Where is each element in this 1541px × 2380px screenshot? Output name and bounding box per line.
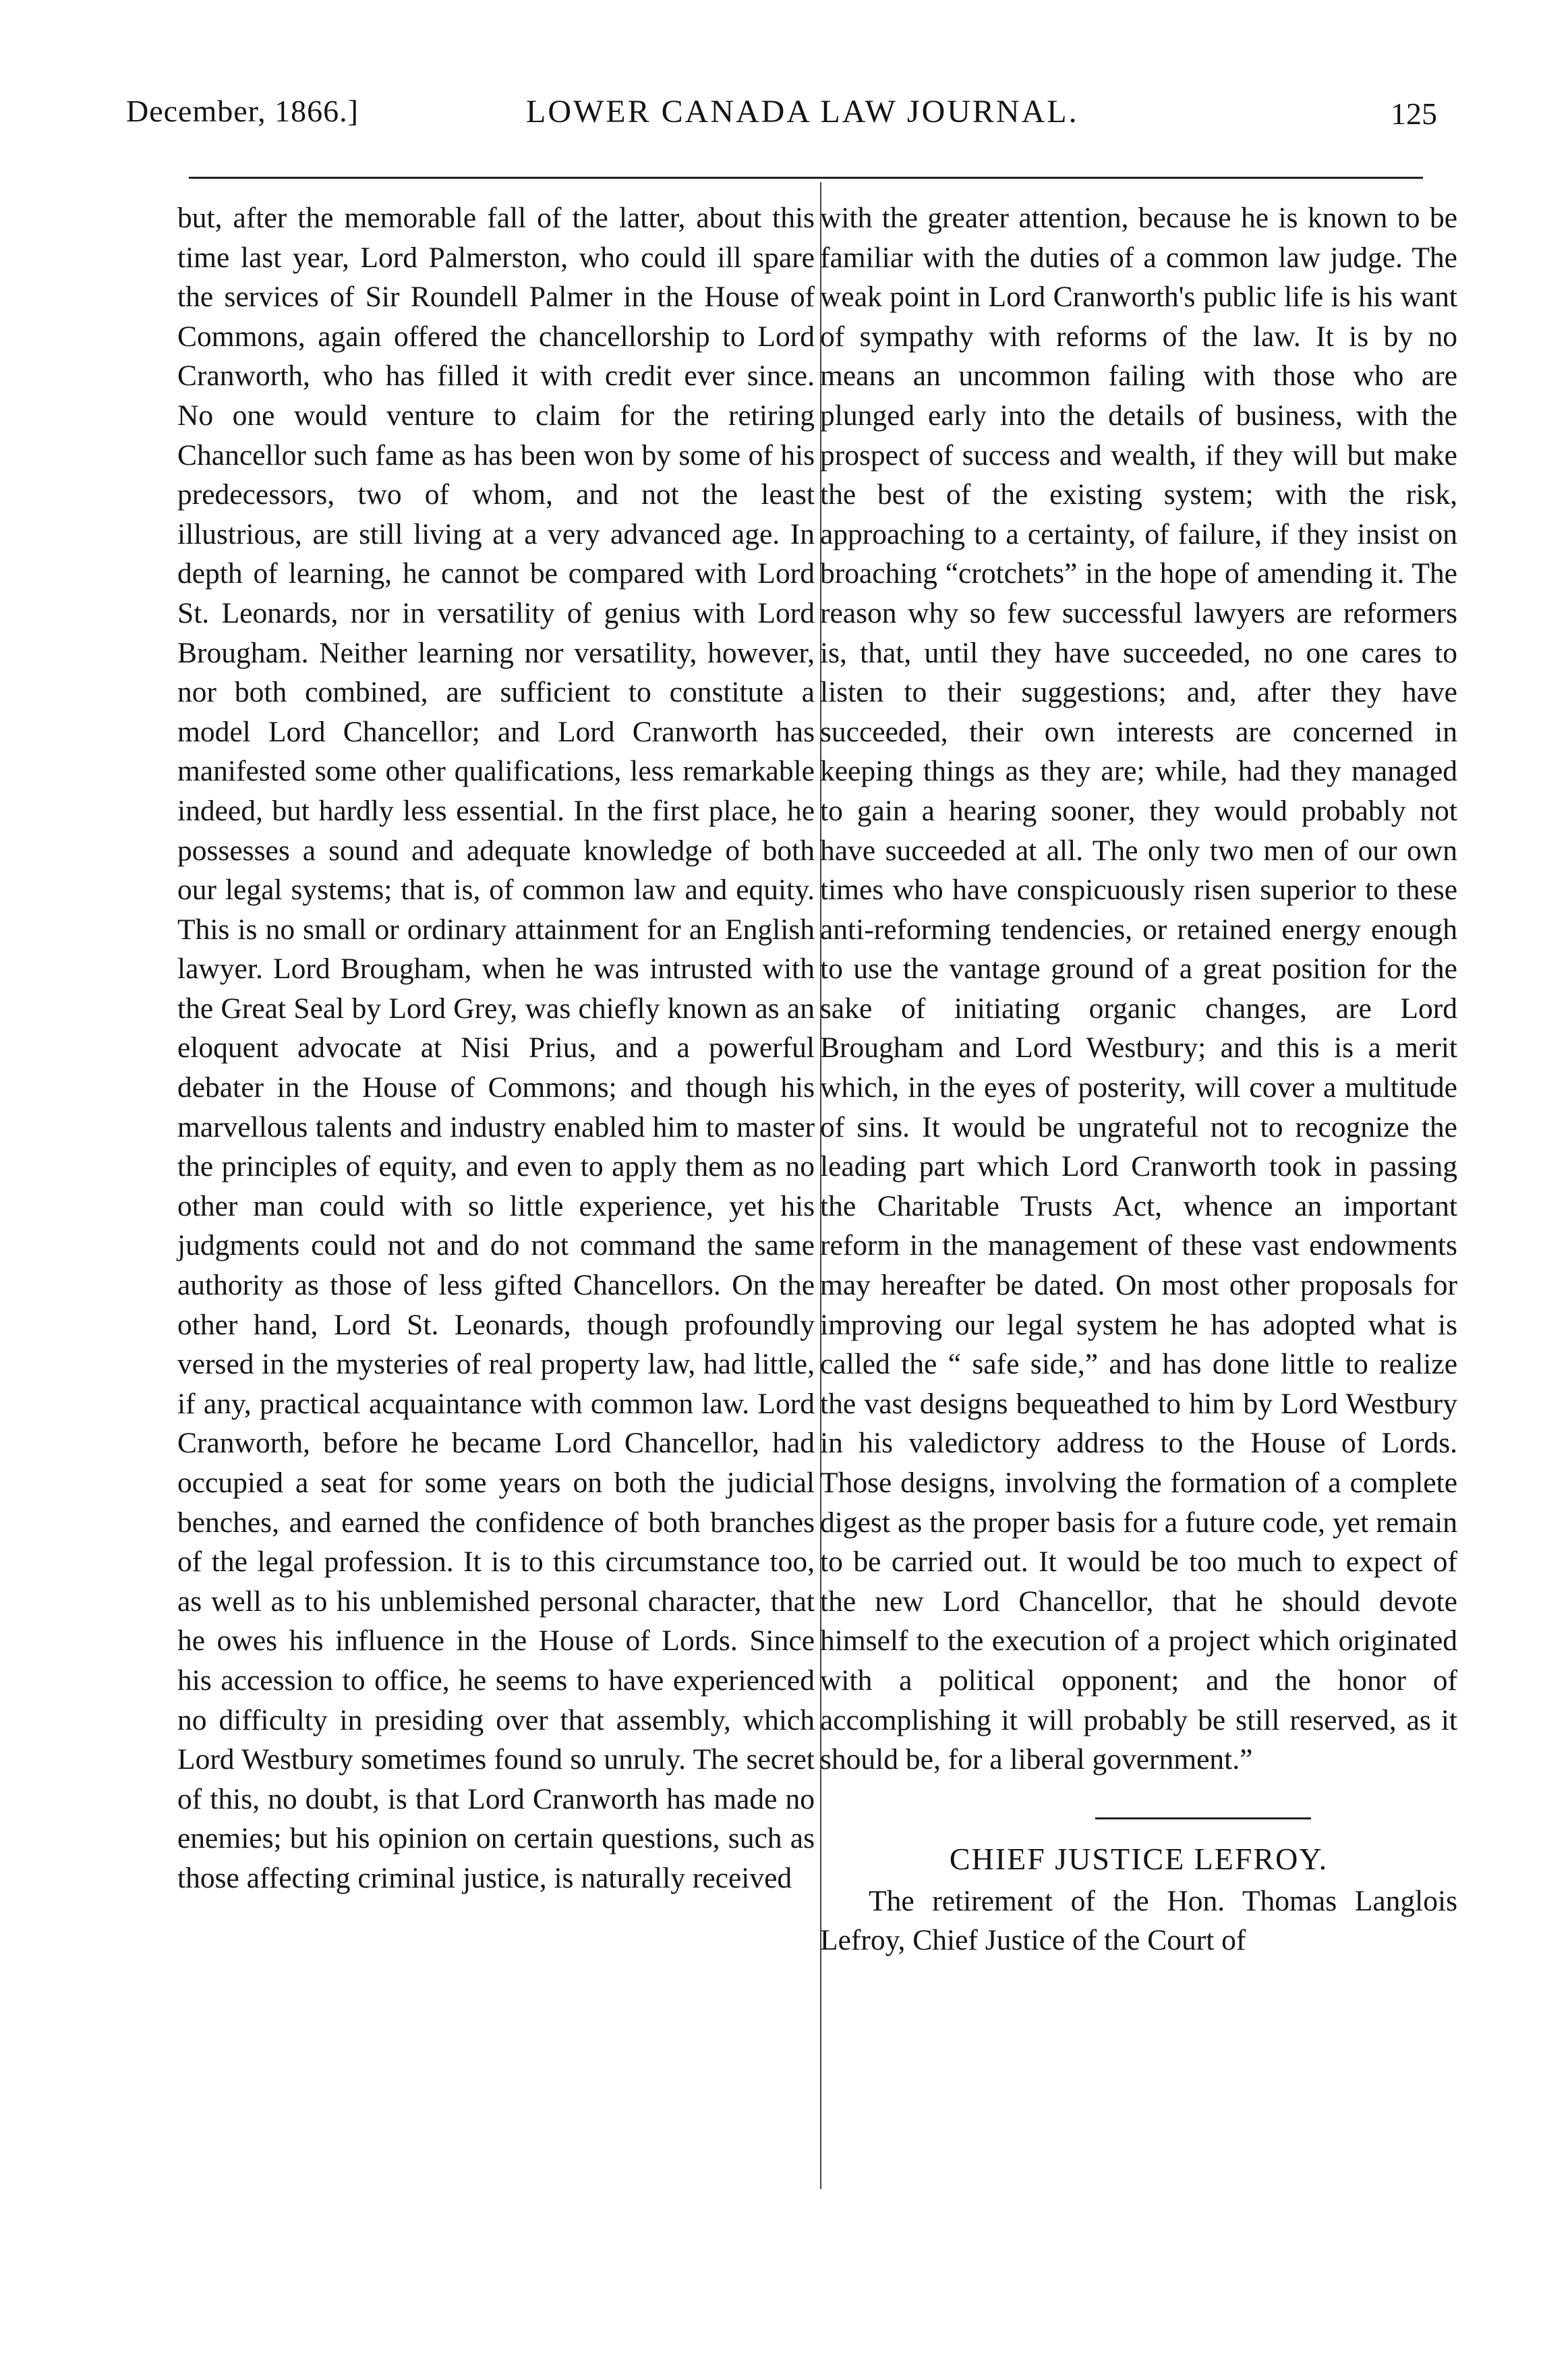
right-column-paragraph: with the greater attention, because he is known to be familiar with the duties of a common law judge. The weak point in Lord Cranworth's public life is his want of sympathy with reforms of the law. It is by no means an uncommon failing with those who are plunged early into the details of business, with the prospect of success and wealth, if they will but make the best of the existing system; with the risk, approaching to a certainty, of failure, if they insist on broaching “crotchets” in the hope of amending it. The reason why so few successful lawyers are reformers is, that, until they have succeeded, no one cares to listen to their suggestions; and, after they have succeeded, their own interests are concerned in keeping things as they are; while, had they managed to gain a hearing sooner, they would probably not have succeeded at all. The only two men of our own times who have conspicuously risen superior to these anti-reforming tendencies, or retained energy enough to use the vantage ground of a great position for the sake of initiating organic changes, are Lord Brougham and Lord Westbury; and this is a merit which, in the eyes of posterity, will cover a multitude of sins. It would be ungrateful not to recognize the leading part which Lord Cranworth took in passing the Charitable Trusts Act, whence an important reform in the management of these vast endowments may hereafter be dated. On most other proposals for improving our legal system he has adopted what is called the “ safe side,” and has done little to realize the vast designs bequeathed to him by Lord Westbury in his valedictory address to the House of Lords. Those designs, involving the formation of a complete digest as the proper basis for a future code, yet remain to be carried out. It would be too much to expect of the new Lord Chancellor, that he should devote himself to the execution of a project which originated with a political opponent; and the honor of accomplishing it will probably be still reserved, as it should be, for a liberal government.” [820, 202, 1457, 1776]
issue-date: December, 1866.] [126, 94, 359, 128]
header-rule [189, 177, 1423, 179]
page-number: 125 [1391, 96, 1437, 131]
section-title: CHIEF JUSTICE LEFROY. [949, 1841, 1329, 1876]
page-header [0, 93, 1541, 147]
left-column [177, 198, 815, 1898]
section-paragraph: The retirement of the Hon. Thomas Langlois Lefroy, Chief Justice of the Court of [820, 1884, 1457, 1957]
left-column-paragraph: but, after the memorable fall of the latter, about this time last year, Lord Palmerston, who could ill spare the services of Sir Roundell Palmer in the House of Commons, again offered the chancellorship to Lord Cranworth, who has filled it with credit ever since. No one would venture to claim for the retiring Chancellor such fame as has been won by some of his predecessors, two of whom, and not the least illustrious, are still living at a very advanced age. In depth of learning, he cannot be compared with Lord St. Leonards, nor in versatility of genius with Lord Brougham. Neither learning nor versatility, however, nor both combined, are sufficient to constitute a model Lord Chancellor; and Lord Cranworth has manifested some other qualifications, less remarkable indeed, but hardly less essential. In the first place, he possesses a sound and adequate knowledge of both our legal systems; that is, of common law and equity. This is no small or ordinary attainment for an English lawyer. Lord Brougham, when he was intrusted with the Great Seal by Lord Grey, was chiefly known as an eloquent advocate at Nisi Prius, and a powerful debater in the House of Commons; and though his marvellous talents and industry enabled him to master the principles of equity, and even to apply them as no other man could with so little experience, yet his judgments could not and do not command the same authority as those of less gifted Chancellors. On the other hand, Lord St. Leonards, though profoundly versed in the mysteries of real property law, had little, if any, practical acquaintance with common law. Lord Cranworth, before he became Lord Chancellor, had occupied a seat for some years on both the judicial benches, and earned the confidence of both branches of the legal profession. It is to this circumstance too, as well as to his unblemished personal character, that he owes his influence in the House of Lords. Since his accession to office, he seems to have experienced no difficulty in presiding over that assembly, which Lord Westbury sometimes found so unruly. The secret of this, no doubt, is that Lord Cranworth has made no enemies; but his opinion on certain questions, such as those affecting criminal justice, is naturally received [177, 202, 815, 1894]
right-column [820, 198, 1457, 1960]
journal-title: LOWER CANADA LAW JOURNAL. [526, 94, 1079, 130]
section-separator-rule [1095, 1817, 1311, 1819]
